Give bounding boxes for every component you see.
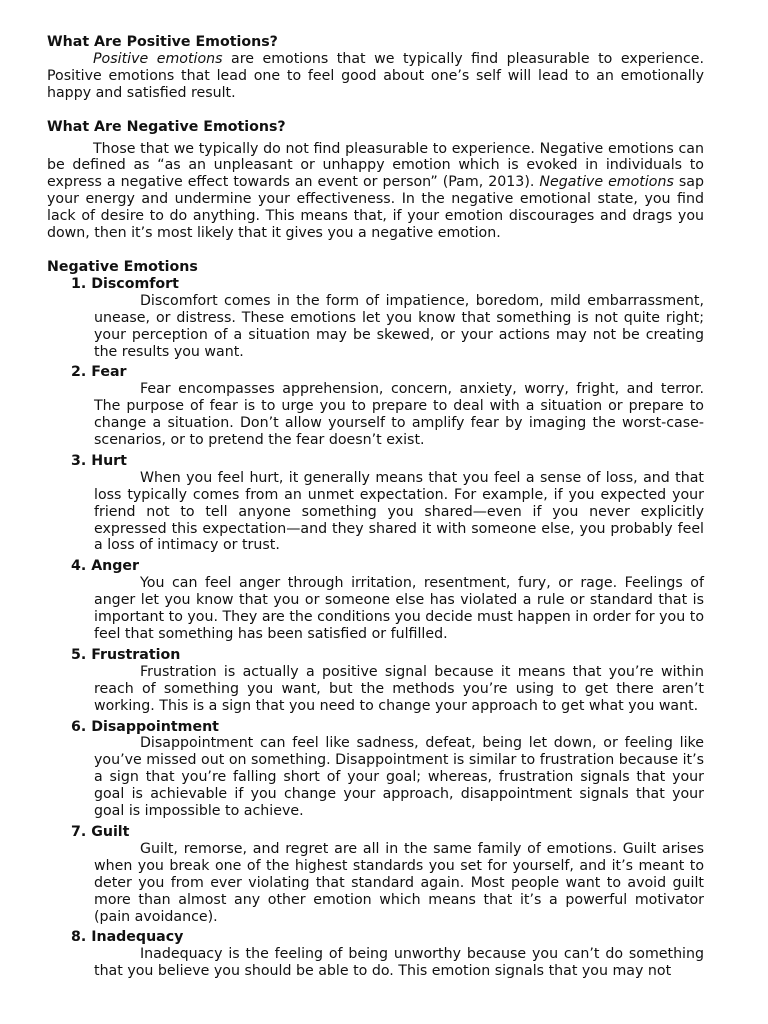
item-text: You can feel anger through irritation, resentment, fury, or rage. Feelings of anger let you know that you or someone else has violated a rule or standard that is important to you. They are the conditions you decide must happen in order for you to feel that something has been satisfied or fulfilled.: [94, 575, 704, 642]
item-title: 3. Hurt: [71, 452, 127, 469]
negative-list-heading: Negative Emotions: [47, 258, 198, 275]
item-text: Guilt, remorse, and regret are all in the same family of emotions. Guilt arises when you break one of the highest standards you set for yourself, and it’s meant to deter you from ever violating that standard again. Most people want to avoid guilt more than almost any other emotion which means that it’s a powerful motivator (pain avoidance).: [94, 840, 704, 925]
document-page: [47, 34, 704, 984]
negative-emotions-list: [47, 276, 704, 980]
list-item: [47, 453, 704, 554]
list-item: [47, 276, 704, 361]
item-text: Fear encompasses apprehension, concern, anxiety, worry, fright, and terror. The purpose of fear is to urge you to prepare to deal with a situation or prepare to change a situation. Don’t allow yourself to amplify fear by imaging the worst-case-scenarios, or to pretend the fear doesn’t exist.: [94, 381, 704, 449]
positive-heading: What Are Positive Emotions?: [47, 34, 278, 50]
list-item: [47, 647, 704, 715]
negative-paragraph: [47, 141, 704, 242]
list-item: [47, 929, 704, 980]
positive-term: Positive emotions: [93, 50, 223, 67]
item-text: Frustration is actually a positive signal because it means that you’re within reach of something you want, but the methods you’re using to get there aren’t working. This is a sign that you need to change your approach to get what you want.: [94, 663, 704, 714]
item-title: 5. Frustration: [71, 646, 181, 663]
negative-text-a: Those that we typically do not find pleasurable to experience. Negative emotions can be defined as “as an unpleasant or unhappy emotion which is evoked in individuals to express a negative effect towards an event or person” (Pam, 2013).: [47, 140, 704, 191]
list-item: [47, 364, 704, 449]
list-item: [47, 719, 704, 820]
item-title: 2. Fear: [71, 364, 127, 381]
item-title: 4. Anger: [71, 558, 140, 575]
item-title: 8. Inadequacy: [71, 929, 184, 946]
item-text: When you feel hurt, it generally means that you feel a sense of loss, and that loss typically comes from an unmet expectation. For example, if you expected your friend not to tell anyone something you shared—even if you never explicitly expressed this expectation—and they shared it with someone else, you probably feel a loss of intimacy or trust.: [94, 469, 704, 554]
negative-term: Negative emotions: [539, 174, 674, 191]
list-item: [47, 824, 704, 925]
list-item: [47, 558, 704, 643]
item-text: Disappointment can feel like sadness, defeat, being let down, or feeling like you’ve missed out on something. Disappointment is similar to frustration because it’s a sign that you’re falling short of your goal; whereas, frustration signals that your goal is achievable if you change your approach, disappointment signals that your goal is impossible to achieve.: [94, 735, 704, 820]
positive-text: are emotions that we typically find pleasurable to experience. Positive emotions that lead one to feel good about one’s self will lead to an emotionally happy and satisfied result.: [47, 50, 704, 101]
item-title: 7. Guilt: [71, 823, 130, 840]
item-text: Inadequacy is the feeling of being unworthy because you can’t do something that you believe you should be able to do. This emotion signals that you may not: [94, 946, 704, 980]
item-title: 6. Disappointment: [71, 718, 219, 735]
negative-text-b: sap your energy and undermine your effectiveness. In the negative emotional state, you find lack of desire to do anything. This means that, if your emotion discourages and drags you down, then it’s most likely that it gives you a negative emotion.: [47, 174, 704, 242]
item-title: 1. Discomfort: [71, 275, 179, 292]
positive-paragraph: [47, 51, 704, 102]
negative-heading: What Are Negative Emotions?: [47, 118, 286, 135]
item-text: Discomfort comes in the form of impatience, boredom, mild embarrassment, unease, or distress. These emotions let you know that something is not quite right; your perception of a situation may be skewed, or your actions may not be creating the results you want.: [94, 292, 704, 360]
